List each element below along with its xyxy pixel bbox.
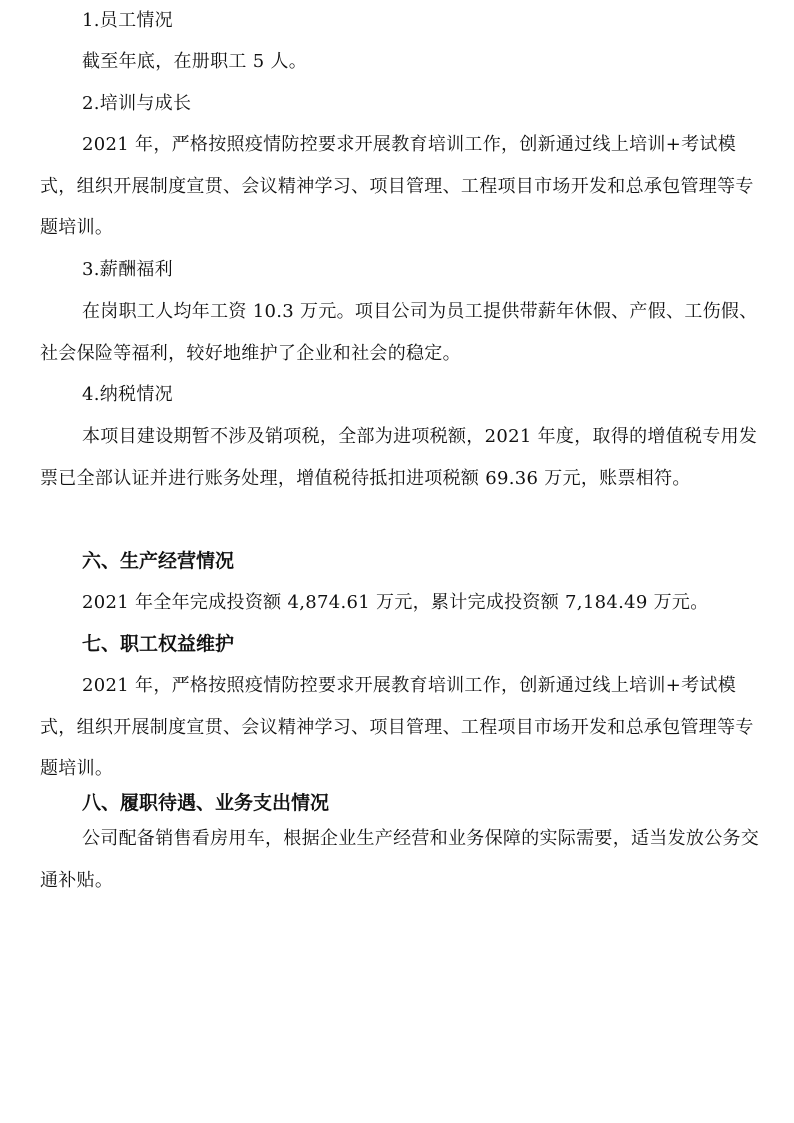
employee-rights-body: 2021 年，严格按照疫情防控要求开展教育培训工作，创新通过线上培训+考试模式，组织开展制度宣贯、会议精神学习、项目管理、工程项目市场开发和总承包管理等专题培训。 xyxy=(40,675,754,779)
section-4-body: 本项目建设期暂不涉及销项税，全部为进项税额，2021 年度，取得的增值税专用发票已全部认证并进行账务处理，增值税待抵扣进项税额 69.36 万元，账票相符。 xyxy=(40,426,758,489)
duty-treatment-body: 公司配备销售看房用车，根据企业生产经营和业务保障的实际需要，适当发放公务交通补贴。 xyxy=(40,828,760,891)
heading-employee-rights: 七、职工权益维护 xyxy=(82,633,235,655)
section-1-title: 1.员工情况 xyxy=(82,10,173,31)
production-body: 2021 年全年完成投资额 4,874.61 万元，累计完成投资额 7,184.49 万元。 xyxy=(82,592,709,613)
section-4-title: 4.纳税情况 xyxy=(82,384,173,405)
section-2-title: 2.培训与成长 xyxy=(82,93,192,114)
section-3-body: 在岗职工人均年工资 10.3 万元。项目公司为员工提供带薪年休假、产假、工伤假、社会保险等福利，较好地维护了企业和社会的稳定。 xyxy=(40,301,758,364)
heading-duty-treatment: 八、履职待遇、业务支出情况 xyxy=(82,792,330,814)
section-3-title: 3.薪酬福利 xyxy=(82,259,173,280)
heading-production: 六、生产经营情况 xyxy=(82,550,235,572)
section-2-body: 2021 年，严格按照疫情防控要求开展教育培训工作，创新通过线上培训+考试模式，组织开展制度宣贯、会议精神学习、项目管理、工程项目市场开发和总承包管理等专题培训。 xyxy=(40,134,754,238)
section-1-body: 截至年底，在册职工 5 人。 xyxy=(82,51,308,72)
